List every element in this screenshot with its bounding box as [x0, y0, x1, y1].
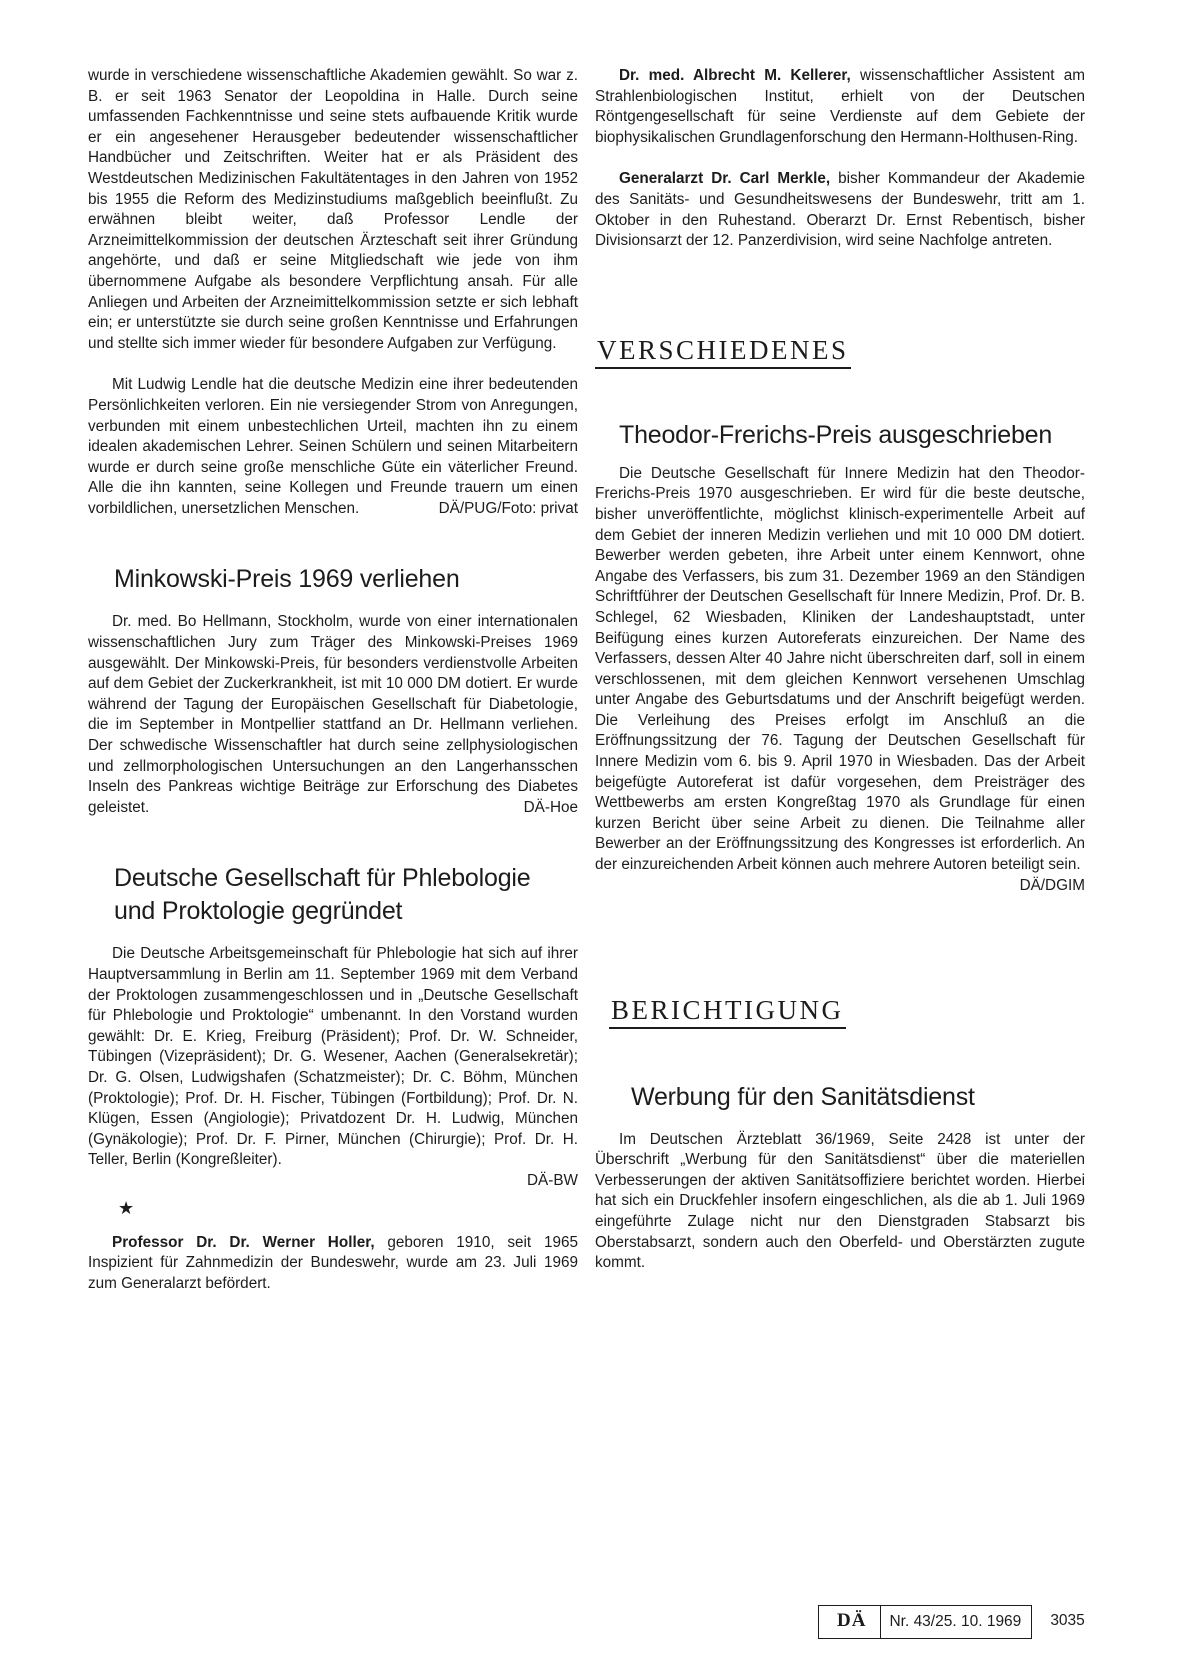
kellerer-text: wissenschaftlicher Assistent am Strahlenbiologischen Institut, erhielt von der Deutschen Röntgengesellschaft für seine Verdienste auf dem Gebiete der biophysikalischen Grundlagenforschung den Hermann-Holthusen-Ring. [595, 67, 1086, 146]
merkle-name: Generalarzt Dr. Carl Merkle, [619, 170, 831, 188]
phlebologie-heading: Deutsche Gesellschaft für Phlebologie und Proktologie gegründet [114, 864, 531, 926]
page-footer [818, 1605, 1085, 1639]
minkowski-text: Dr. med. Bo Hellmann, Stockholm, wurde von einer internationalen wissenschaftlichen Jury zum Träger des Minkowski-Preises 1969 ausgewählt. Der Minkowski-Preis, für besonders verdienstvolle Arbeiten auf dem Gebiet der Zuckerkrankheit, ist mit 10 000 DM dotiert. Er wurde während der Tagung der Europäischen Gesellschaft für Diabetologie, die im September in Montpellier stattfand an Dr. Hellmann verliehen. Der schwedische Wissenschaftler hat durch seine zellphysiologischen und zellmorphologischen Untersuchungen an den Langerhansschen Inseln des Pankreas wichtige Beiträge zur Erforschung des Diabetes geleistet. [88, 613, 578, 816]
section-heading-berichtigung [595, 994, 1085, 1029]
frerichs-signature: DÄ/DGIM [1019, 876, 1085, 894]
frerichs-paragraph [595, 464, 1085, 894]
lendle-closing-text: Mit Ludwig Lendle hat die deutsche Medizin eine ihrer bedeutenden Persönlichkeiten verloren. Ein nie versiegender Strom von Anregungen, verbunden mit einem unbestechlichen Urteil, machten ihn zu einem idealen akademischen Lehrer. Seinen Schülern und seinen Mitarbeitern wurde er durch seine große menschliche Güte ein väterlicher Freund. Alle die ihn kannten, seine Kollegen und Freunde trauern um einen vorbildlichen, unersetzlichen Menschen. [88, 376, 578, 517]
lendle-closing-paragraph [88, 375, 578, 519]
merkle-text: bisher Kommandeur der Akademie des Sanitäts- und Gesundheitswesens der Bundeswehr, tritt am 1. Oktober in den Ruhestand. Oberarzt Dr. Ernst Rebentisch, bisher Divisionsarzt der 12. Panzerdivision, wird seine Nachfolge antreten. [595, 170, 1085, 250]
minkowski-paragraph [88, 612, 578, 818]
holler-text: geboren 1910, seit 1965 Inspizient für Zahnmedizin der Bundeswehr, wurde am 23. Juli 1969 zum Generalarzt befördert. [88, 1233, 578, 1292]
journal-issue-box [818, 1605, 1032, 1639]
werbung-heading: Werbung für den Sanitätsdienst [631, 1082, 975, 1111]
right-column [595, 66, 1085, 1274]
frerichs-text: Die Deutsche Gesellschaft für Innere Medizin hat den Theodor-Frerichs-Preis 1970 ausgeschrieben. Er wird für die beste deutsche, bisher unveröffentlichte, möglichst klinisch-experimentelle Arbeit auf dem Gebiet der inneren Medizin verliehen und mit 10 000 DM dotiert. Bewerber werden gebeten, ihre Arbeit unter einem Kennwort, ohne Angabe des Verfassers, bis zum 31. Dezember 1969 an den Ständigen Schriftführer der Deutschen Gesellschaft für Innere Medizin, Prof. Dr. B. Schlegel, 62 Wiesbaden, Kliniken der Landeshauptstadt, unter Beifügung eines kurzen Autoreferats einzureichen. Der Name des Verfassers, dessen Alter 40 Jahre nicht überschreiten darf, soll in einem verschlossenen, mit dem gleichen Kennwort versehenen Umschlag unter Angabe des Geburtsdatums und der Anschrift beigefügt werden. Die Verleihung des Preises erfolgt im Anschluß an die Eröffnungssitzung der 76. Tagung der Deutschen Gesellschaft für Innere Medizin vom 6. bis 9. April 1970 in Wiesbaden. Das der Arbeit beigefügte Autoreferat ist dafür vorgesehen, dem Preisträger des Wettbewerbs am ersten Kongreßtag 1970 als Grundlage für einen kurzen Bericht über seine Arbeit zu dienen. Die Teilnahme aller Bewerber an der Eröffnungssitzung des Kongresses ist erforderlich. An der einzureichenden Arbeit können auch mehrere Autoren beteiligt sein. [595, 464, 1085, 874]
lendle-obituary-paragraph: wurde in verschiedene wissenschaftliche Akademien gewählt. So war z. B. er seit 1963 Senator der Leopoldina in Halle. Durch seine umfassenden Fachkenntnisse und seine stets aufbauende Kritik wurde er ein angesehener Herausgeber bedeutender wissenschaftlicher Handbücher und Zeitschriften. Weiter hat er als Präsident des Westdeutschen Medizinischen Fakultätentages in den Jahren von 1952 bis 1955 die Reform des Medizinstudiums maßgeblich beeinflußt. Zu erwähnen bleibt weiter, daß Professor Lendle der Arzneimittelkommission der deutschen Ärzteschaft seit ihrer Gründung angehörte, und daß er seine Mitgliedschaft wie jede von ihm übernommene Aufgabe als besondere Verpflichtung ansah. Für alle Anliegen und Arbeiten der Arzneimittelkommission setzte er sich lebhaft ein; er unterstützte sie durch seine großen Kenntnisse und Erfahrungen und stellte sich immer wieder für besondere Aufgaben zur Verfügung. [88, 67, 578, 352]
holler-paragraph [88, 1233, 578, 1295]
separator-star-icon: ★ [118, 1197, 135, 1218]
frerichs-heading: Theodor-Frerichs-Preis ausgeschrieben [619, 420, 1053, 449]
phlebologie-signature: DÄ-BW [527, 1171, 578, 1189]
minkowski-heading: Minkowski-Preis 1969 verliehen [114, 565, 460, 594]
berichtigung-label: BERICHTIGUNG [609, 994, 846, 1029]
left-column [88, 66, 578, 1294]
minkowski-signature: DÄ-Hoe [523, 798, 578, 816]
kellerer-paragraph [595, 66, 1085, 148]
verschiedenes-label: VERSCHIEDENES [595, 334, 851, 369]
section-heading-verschiedenes [595, 334, 1085, 369]
holler-name: Professor Dr. Dr. Werner Holler, [112, 1233, 375, 1251]
kellerer-name: Dr. med. Albrecht M. Kellerer, [619, 67, 851, 84]
phlebologie-paragraph: Die Deutsche Arbeitsgemeinschaft für Phlebologie hat sich auf ihrer Hauptversammlung in Berlin am 11. September 1969 mit dem Verband der Proktologen zusammengeschlossen und in „Deutsche Gesellschaft für Phlebologie und Proktologie“ umbenannt. In den Vorstand wurden gewählt: Dr. E. Krieg, Freiburg (Präsident); Prof. Dr. W. Schneider, Tübingen (Vizepräsident); Dr. G. Wesener, Aachen (Generalsekretär); Dr. G. Olsen, Ludwigshafen (Schatzmeister); Dr. C. Böhm, München (Proktologie); Prof. Dr. H. Fischer, Tübingen (Fortbildung); Prof. Dr. N. Klügen, Essen (Angiologie); Privatdozent Dr. H. Ludwig, München (Gynäkologie); Prof. Dr. F. Pirner, München (Chirurgie); Prof. Dr. H. Teller, Berlin (Kongreßleiter). [88, 945, 578, 1169]
merkle-paragraph [595, 169, 1085, 251]
issue-label: Nr. 43/25. 10. 1969 [889, 1613, 1022, 1630]
page-number: 3035 [1050, 1612, 1085, 1629]
journal-logo: DÄ [819, 1606, 881, 1638]
lendle-signature: DÄ/PUG/Foto: privat [438, 499, 578, 517]
werbung-paragraph: Im Deutschen Ärzteblatt 36/1969, Seite 2428 ist unter der Überschrift „Werbung für den Sanitätsdienst“ über die materiellen Verbesserungen der aktiven Sanitätsoffiziere berichtet worden. Hierbei hat sich ein Druckfehler insofern eingeschlichen, als die ab 1. Juli 1969 eingeführte Zulage nicht nur den Dienstgraden Stabsarzt bis Oberstabsarzt, sondern auch den Oberfeld- und Oberstärzten zugute kommt. [595, 1130, 1085, 1272]
